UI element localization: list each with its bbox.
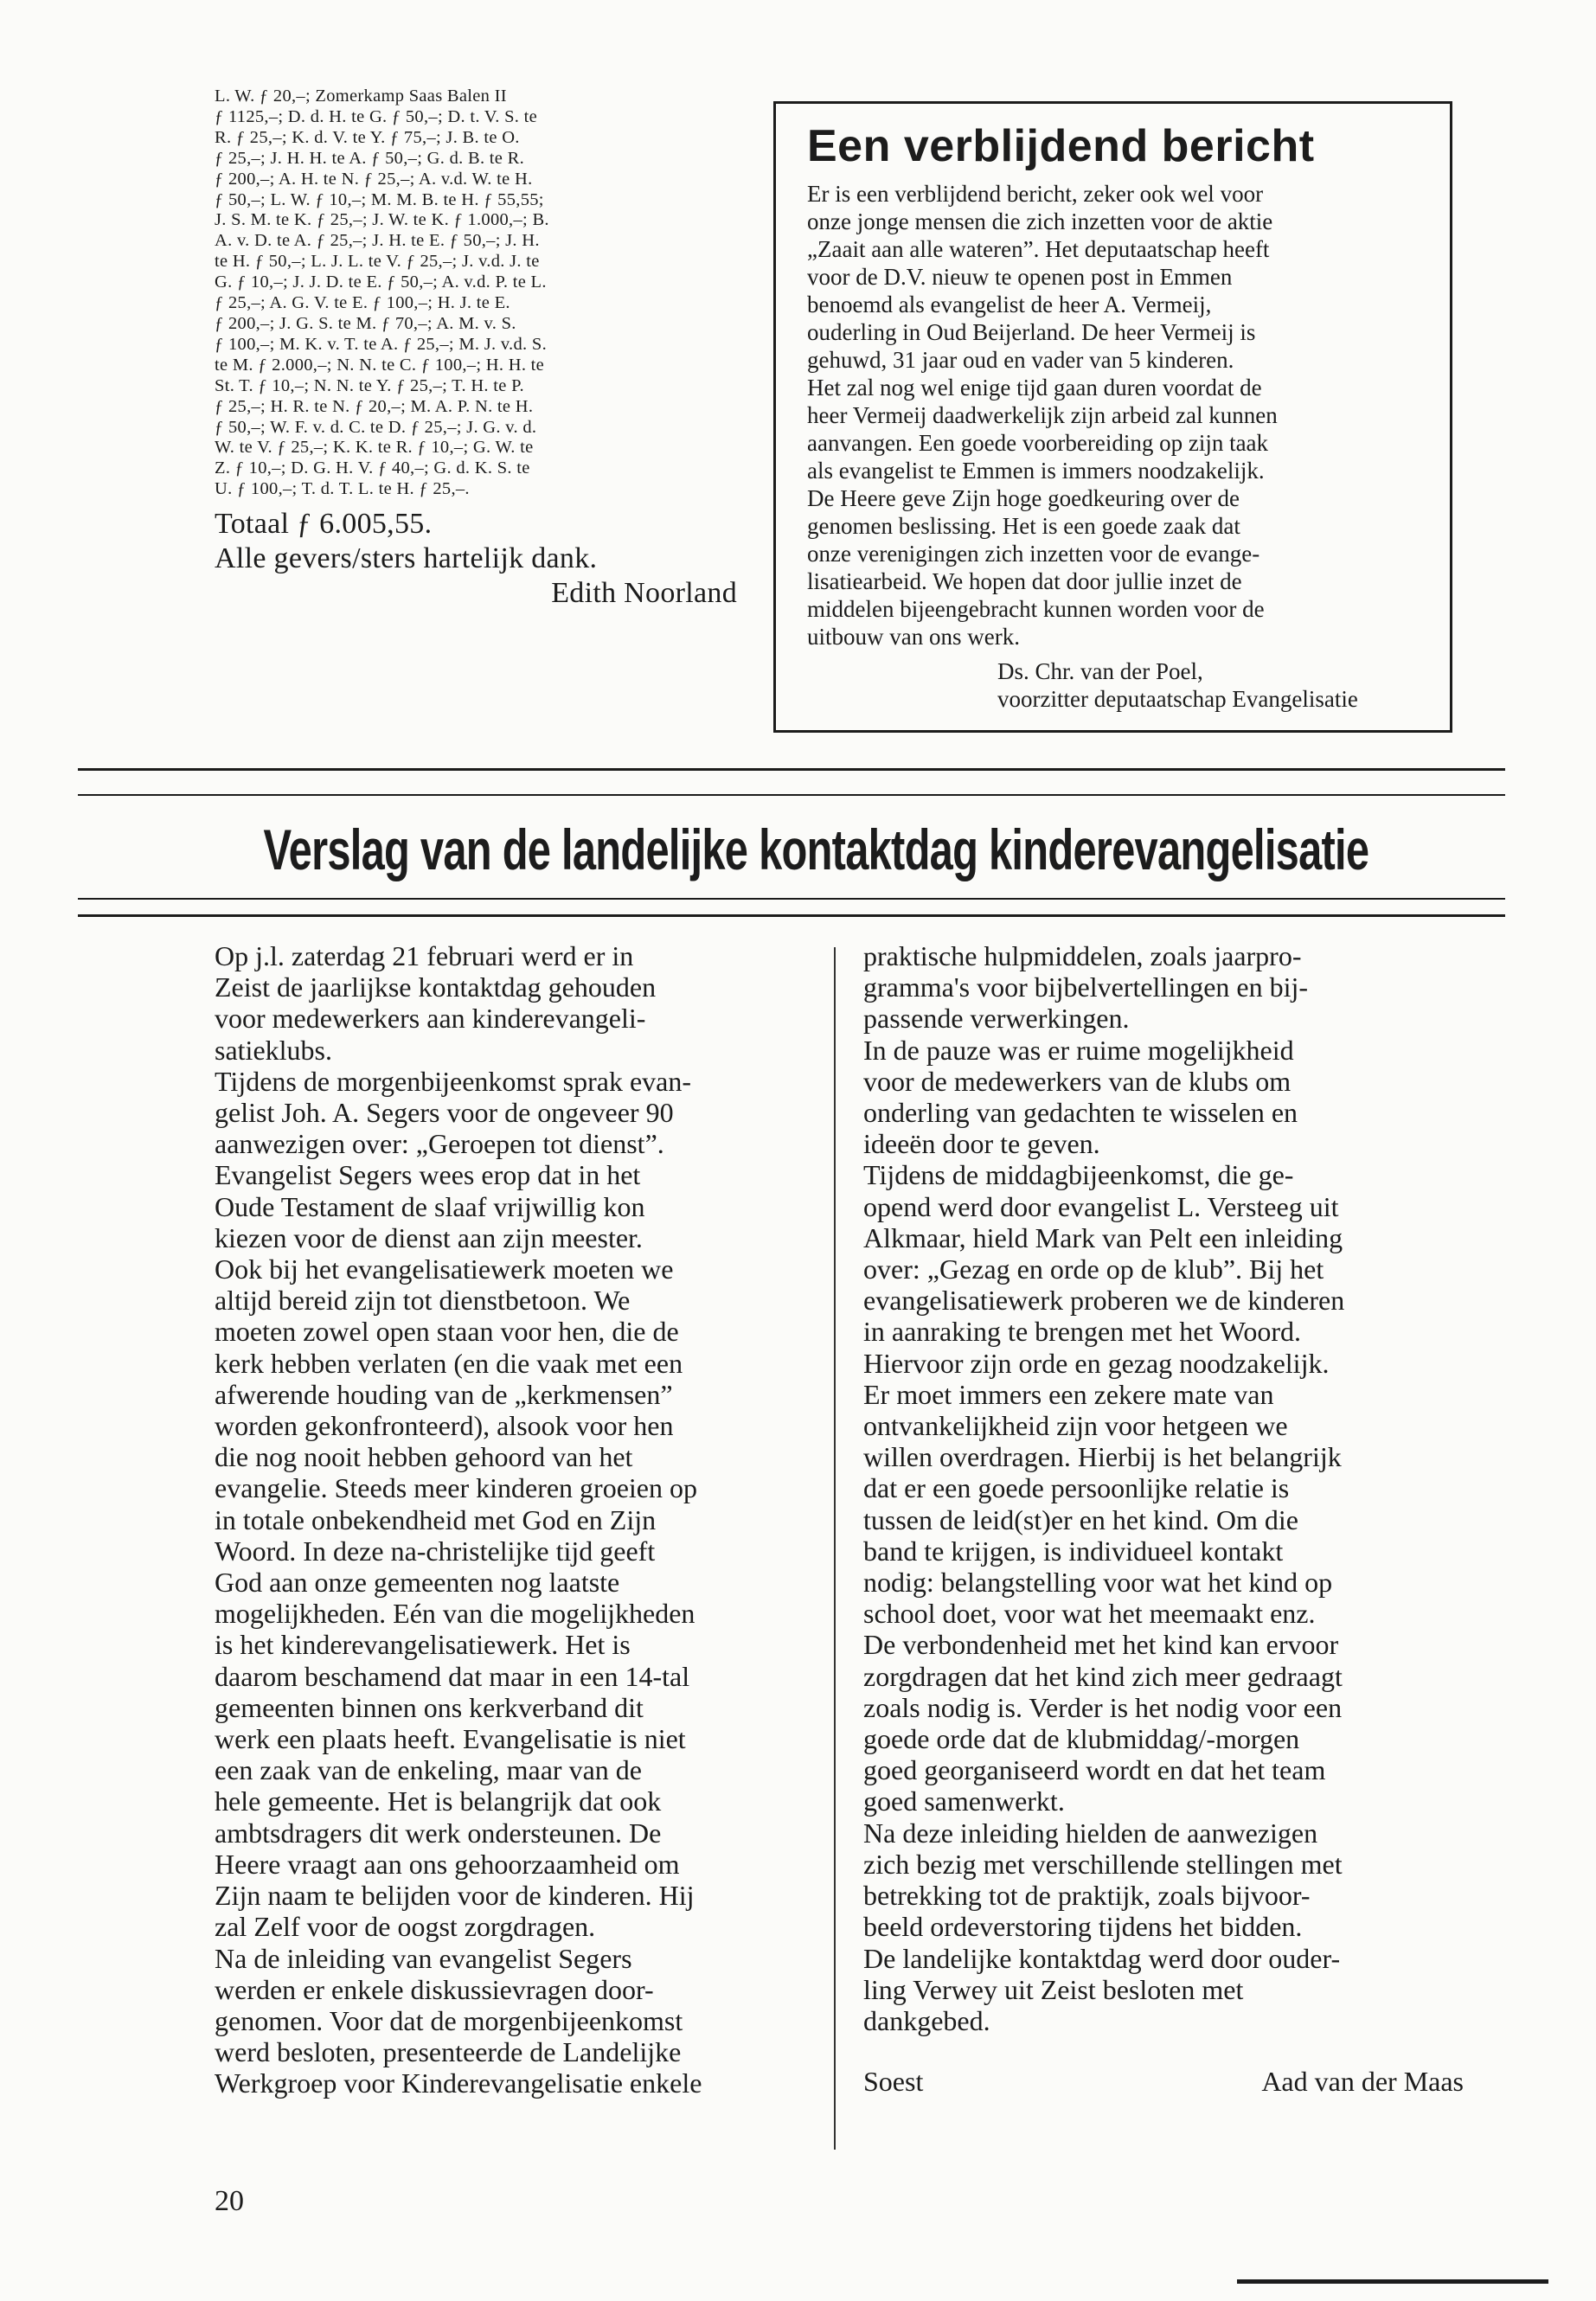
article-closing: [863, 2066, 1464, 2097]
article-line: passende verwerkingen.: [863, 1003, 1130, 1035]
article-line: daarom beschamend dat maar in een 14-tal: [215, 1660, 690, 1692]
article-line: Ook bij het evangelisatiewerk moeten we: [215, 1253, 674, 1285]
notice-line: „Zaait aan alle wateren”. Het deputaatschap heeft: [807, 236, 1270, 262]
article-line: mogelijkheden. Eén van die mogelijkheden: [215, 1598, 695, 1630]
article-line: die nog nooit hebben gehoord van het: [215, 1441, 633, 1473]
article-line: De verbondenheid met het kind kan ervoor: [863, 1629, 1339, 1661]
notice-author-role: voorzitter deputaatschap Evangelisatie: [997, 686, 1358, 712]
article-column-right: [863, 940, 1469, 2097]
gift-line: ƒ 50,–; L. W. ƒ 10,–; M. M. B. te H. ƒ 55,55;: [215, 189, 544, 209]
article-line: Op j.l. zaterdag 21 februari werd er in: [215, 940, 634, 971]
notice-author-name: Ds. Chr. van der Poel,: [997, 658, 1203, 684]
article-line: goed georganiseerd wordt en dat het team: [863, 1754, 1326, 1786]
headline-rule-bottom-thin: [78, 898, 1505, 900]
article-line: Oude Testament de slaaf vrijwillig kon: [215, 1190, 645, 1222]
article-line: God aan onze gemeenten nog laatste: [215, 1567, 620, 1599]
gift-line: ƒ 200,–; J. G. S. te M. ƒ 70,–; A. M. v. S.: [215, 313, 516, 333]
article-line: goede orde dat de klubmiddag/-morgen: [863, 1723, 1300, 1755]
article-line: zoals nodig is. Verder is het nodig voor een: [863, 1691, 1343, 1723]
article-line: voor de medewerkers van de klubs om: [863, 1065, 1292, 1097]
article-author: Aad van der Maas: [1261, 2066, 1464, 2098]
article-line: In de pauze was er ruime mogelijkheid: [863, 1034, 1294, 1066]
gifts-thanks: Alle gevers/sters hartelijk dank.: [215, 542, 598, 575]
headline-rule-bottom: [78, 914, 1505, 917]
gift-line: G. ƒ 10,–; J. J. D. te E. ƒ 50,–; A. v.d. P. te L.: [215, 272, 547, 292]
gift-line: Z. ƒ 10,–; D. G. H. V. ƒ 40,–; G. d. K. S. te: [215, 458, 530, 478]
gift-line: ƒ 50,–; W. F. v. d. C. te D. ƒ 25,–; J. G. v. d.: [215, 417, 537, 437]
article-line: Woord. In deze na-christelijke tijd geeft: [215, 1535, 656, 1567]
article-line: over: „Gezag en orde op de klub”. Bij het: [863, 1253, 1324, 1285]
article-line: is het kinderevangelisatiewerk. Het is: [215, 1629, 631, 1661]
article-line: een zaak van de enkeling, maar van de: [215, 1754, 642, 1786]
gift-line: ƒ 25,–; H. R. te N. ƒ 20,–; M. A. P. N. te H.: [215, 396, 534, 416]
article-line: Alkmaar, hield Mark van Pelt een inleiding: [863, 1221, 1343, 1253]
headline-rule-top: [78, 768, 1505, 771]
article-line: Tijdens de morgenbijeenkomst sprak evan-: [215, 1065, 692, 1097]
notice-title: Een verblijdend bericht: [807, 121, 1315, 171]
headline-rule-top-thin: [78, 794, 1505, 796]
gift-line: ƒ 200,–; A. H. te N. ƒ 25,–; A. v.d. W. te H.: [215, 169, 533, 189]
gift-line: ƒ 1125,–; D. d. H. te G. ƒ 50,–; D. t. V. S. te: [215, 106, 538, 126]
notice-line: heer Vermeij daadwerkelijk zijn arbeid zal kunnen: [807, 402, 1278, 428]
article-line: Zijn naam te belijden voor de kinderen. Hij: [215, 1880, 695, 1912]
bottom-rule: [1237, 2279, 1548, 2284]
article-line: dat er een goede persoonlijke relatie is: [863, 1472, 1290, 1504]
article-line: Zeist de jaarlijkse kontaktdag gehouden: [215, 971, 657, 1003]
article-line: hele gemeente. Het is belangrijk dat ook: [215, 1785, 662, 1817]
article-line: onderling van gedachten te wisselen en: [863, 1097, 1298, 1129]
notice-line: ouderling in Oud Beijerland. De heer Vermeij is: [807, 319, 1256, 345]
notice-line: middelen bijeengebracht kunnen worden voor de: [807, 596, 1265, 622]
notice-line: als evangelist te Emmen is immers noodzakelijk.: [807, 458, 1265, 484]
gift-line: L. W. ƒ 20,–; Zomerkamp Saas Balen II: [215, 87, 507, 106]
article-line: ambtsdragers dit werk ondersteunen. De: [215, 1817, 662, 1849]
notice-line: Er is een verblijdend bericht, zeker ook wel voor: [807, 181, 1264, 207]
gift-line: ƒ 25,–; J. H. H. te A. ƒ 50,–; G. d. B. te R.: [215, 148, 525, 168]
article-line: in totale onbekendheid met God en Zijn: [215, 1503, 657, 1535]
article-line: werk een plaats heeft. Evangelisatie is niet: [215, 1723, 686, 1755]
article-line: kerk hebben verlaten (en die vaak met een: [215, 1347, 683, 1379]
gifts-lines: [215, 87, 742, 500]
article-line: Heere vraagt aan ons gehoorzaamheid om: [215, 1848, 680, 1880]
article-line: beeld ordeverstoring tijdens het bidden.: [863, 1911, 1303, 1943]
article-line: opend werd door evangelist L. Versteeg uit: [863, 1190, 1339, 1222]
article-line: nodig: belangstelling voor wat het kind op: [863, 1567, 1333, 1599]
notice-line: aanvangen. Een goede voorbereiding op zijn taak: [807, 430, 1269, 456]
article-line: genomen. Voor dat de morgenbijeenkomst: [215, 2004, 683, 2036]
notice-line: onze jonge mensen die zich inzetten voor de aktie: [807, 208, 1273, 234]
article-line: worden gekonfronteerd), alsook voor hen: [215, 1410, 674, 1442]
article-line: moeten zowel open staan voor hen, die de: [215, 1316, 679, 1348]
article-line: afwerende houding van de „kerkmensen”: [215, 1378, 673, 1410]
article-line: band te krijgen, is individueel kontakt: [863, 1535, 1284, 1567]
gift-line: te H. ƒ 50,–; L. J. L. te V. ƒ 25,–; J. v.d. J. te: [215, 252, 540, 272]
article-line: kiezen voor de dienst aan zijn meester.: [215, 1221, 643, 1253]
article-line: Evangelist Segers wees erop dat in het: [215, 1159, 641, 1191]
gifts-signature: Edith Noorland: [551, 577, 737, 610]
gift-line: ƒ 25,–; A. G. V. te E. ƒ 100,–; H. J. te E.: [215, 293, 510, 313]
article-line: evangelie. Steeds meer kinderen groeien op: [215, 1472, 697, 1504]
article-line: in aanraking te brengen met het Woord.: [863, 1316, 1301, 1348]
article-line: Na de inleiding van evangelist Segers: [215, 1942, 632, 1974]
notice-line: onze verenigingen zich inzetten voor de evange-: [807, 541, 1260, 567]
article-line: ling Verwey uit Zeist besloten met: [863, 1973, 1244, 2005]
gifts-list: [215, 87, 742, 611]
article-line: evangelisatiewerk proberen we de kinderen: [863, 1285, 1345, 1317]
article-line: Na deze inleiding hielden de aanwezigen: [863, 1817, 1318, 1849]
notice-line: voor de D.V. nieuw te openen post in Emmen: [807, 264, 1233, 290]
article-line: voor medewerkers aan kinderevangeli-: [215, 1003, 646, 1035]
article-line: gelist Joh. A. Segers voor de ongeveer 90: [215, 1097, 674, 1129]
article-line: zorgdragen dat het kind zich meer gedraagt: [863, 1660, 1343, 1692]
article-column-left: [215, 940, 820, 2099]
article-line: Werkgroep voor Kinderevangelisatie enkele: [215, 2067, 702, 2099]
article-line: zich bezig met verschillende stellingen met: [863, 1848, 1343, 1880]
notice-line: gehuwd, 31 jaar oud en vader van 5 kinderen.: [807, 347, 1234, 373]
article-line: Tijdens de middagbijeenkomst, die ge-: [863, 1159, 1294, 1191]
notice-line: uitbouw van ons werk.: [807, 624, 1020, 650]
article-line: Hiervoor zijn orde en gezag noodzakelijk.: [863, 1347, 1330, 1379]
article-line: ontvankelijkheid zijn voor hetgeen we: [863, 1410, 1288, 1442]
article-line: werden er enkele diskussievragen door-: [215, 1973, 654, 2005]
article-line: gramma's voor bijbelvertellingen en bij-: [863, 971, 1309, 1003]
article-headline: Verslag van de landelijke kontaktdag kinderevangelisatie: [263, 817, 1369, 881]
gift-line: A. v. D. te A. ƒ 25,–; J. H. te E. ƒ 50,–; J. H.: [215, 231, 540, 251]
notice-body: [807, 180, 1431, 651]
gift-line: ƒ 100,–; M. K. v. T. te A. ƒ 25,–; M. J. v.d. S.: [215, 334, 547, 354]
gift-line: R. ƒ 25,–; K. d. V. te Y. ƒ 75,–; J. B. te O.: [215, 127, 520, 147]
page-number: 20: [215, 2185, 244, 2217]
article-line: willen overdragen. Hierbij is het belangrijk: [863, 1441, 1342, 1473]
notice-line: benoemd als evangelist de heer A. Vermeij,: [807, 292, 1212, 317]
gift-line: W. te V. ƒ 25,–; K. K. te R. ƒ 10,–; G. W. te: [215, 438, 534, 458]
article-line: altijd bereid zijn tot dienstbetoon. We: [215, 1285, 631, 1317]
notice-line: De Heere geve Zijn hoge goedkeuring over de: [807, 485, 1240, 511]
article-line: zal Zelf voor de oogst zorgdragen.: [215, 1911, 596, 1943]
gift-line: U. ƒ 100,–; T. d. T. L. te H. ƒ 25,–.: [215, 479, 470, 499]
article-line: werd besloten, presenteerde de Landelijke: [215, 2036, 682, 2068]
article-line: goed samenwerkt.: [863, 1785, 1065, 1817]
column-divider: [834, 947, 836, 2150]
article-line: De landelijke kontaktdag werd door ouder-: [863, 1942, 1341, 1974]
gift-line: te M. ƒ 2.000,–; N. N. te C. ƒ 100,–; H. H. te: [215, 355, 545, 375]
gift-line: J. S. M. te K. ƒ 25,–; J. W. te K. ƒ 1.000,–; B.: [215, 210, 549, 230]
notice-line: Het zal nog wel enige tijd gaan duren voordat de: [807, 375, 1262, 401]
article-line: ideeën door te geven.: [863, 1128, 1100, 1160]
notice-author: [807, 657, 1431, 713]
notice-line: lisatiearbeid. We hopen dat door jullie inzet de: [807, 568, 1242, 594]
notice-box: [773, 101, 1452, 733]
article-place: Soest: [863, 2066, 924, 2098]
gifts-total: Totaal ƒ 6.005,55.: [215, 508, 433, 541]
article-line: satieklubs.: [215, 1034, 332, 1066]
article-line: tussen de leid(st)er en het kind. Om die: [863, 1503, 1298, 1535]
article-line: aanwezigen over: „Geroepen tot dienst”.: [215, 1128, 664, 1160]
gift-line: St. T. ƒ 10,–; N. N. te Y. ƒ 25,–; T. H. te P.: [215, 375, 524, 395]
article-line: gemeenten binnen ons kerkverband dit: [215, 1691, 644, 1723]
article-line: dankgebed.: [863, 2004, 990, 2036]
article-line: betrekking tot de praktijk, zoals bijvoor-: [863, 1880, 1311, 1912]
article-line: Er moet immers een zekere mate van: [863, 1378, 1274, 1410]
notice-line: genomen beslissing. Het is een goede zaak dat: [807, 513, 1240, 539]
article-line: school doet, voor wat het meemaakt enz.: [863, 1598, 1316, 1630]
article-line: praktische hulpmiddelen, zoals jaarpro-: [863, 940, 1302, 971]
